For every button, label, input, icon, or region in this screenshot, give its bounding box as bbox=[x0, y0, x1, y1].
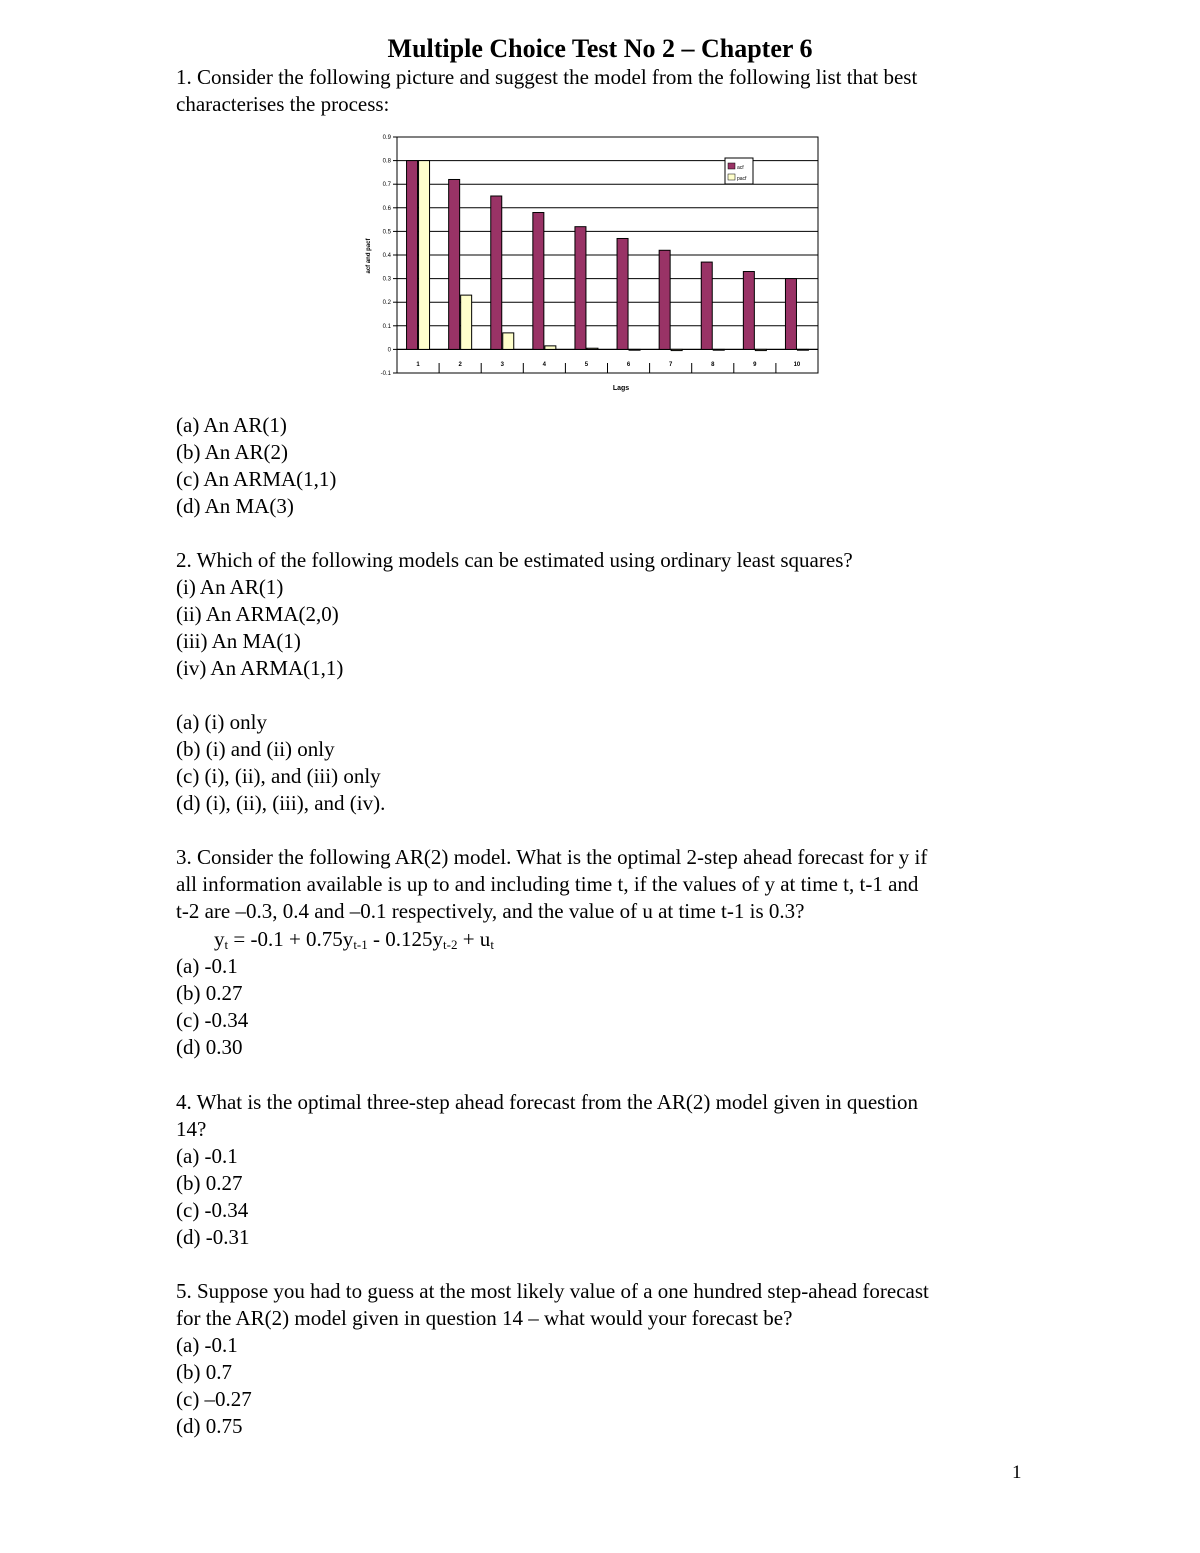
legend-label-pacf: pacf bbox=[737, 176, 747, 182]
x-axis-label: Lags bbox=[612, 385, 630, 392]
y-tick-label: 0.1 bbox=[382, 323, 391, 330]
y-tick-label: 0.4 bbox=[382, 253, 391, 259]
q4-option-d: (d) -0.31 bbox=[176, 1225, 250, 1249]
q4-option-a: (a) -0.1 bbox=[176, 1144, 238, 1168]
bar-acf-lag-10 bbox=[785, 279, 796, 350]
q3-formula: $y_t = -0.1 + 0.75y_{t-1} - 0.125y_{t-2} + u_t$ bbox=[214, 927, 494, 952]
y-tick-label: 0.7 bbox=[382, 182, 391, 189]
y-tick-label: 0 bbox=[387, 347, 391, 354]
bar-pacf-lag-8 bbox=[713, 349, 724, 350]
q1-option-c: (c) An ARMA(1,1) bbox=[176, 467, 337, 491]
q5-option-b: (b) 0.7 bbox=[176, 1360, 232, 1384]
bar-acf-lag-9 bbox=[743, 272, 754, 350]
bar-acf-lag-6 bbox=[617, 238, 628, 349]
q1-option-b: (b) An AR(2) bbox=[176, 440, 288, 464]
page-number: 1 bbox=[1012, 1462, 1022, 1483]
q5-stem-line2: for the AR(2) model given in question 14 – what would your forecast be? bbox=[176, 1306, 793, 1330]
x-tick-label: 1 bbox=[416, 362, 420, 368]
bar-pacf-lag-2 bbox=[461, 295, 472, 349]
x-tick-label: 10 bbox=[793, 362, 801, 368]
bar-pacf-lag-9 bbox=[755, 349, 766, 350]
bar-pacf-lag-5 bbox=[587, 348, 598, 349]
q5-option-a: (a) -0.1 bbox=[176, 1333, 238, 1357]
q4-option-c: (c) -0.34 bbox=[176, 1198, 249, 1222]
legend-label-acf: acf bbox=[737, 165, 744, 171]
q2-item-ii: (ii) An ARMA(2,0) bbox=[176, 602, 339, 626]
bar-acf-lag-4 bbox=[533, 213, 544, 350]
y-tick-label: 0.2 bbox=[382, 300, 391, 307]
q2-item-iv: (iv) An ARMA(1,1) bbox=[176, 656, 344, 680]
bar-pacf-lag-3 bbox=[503, 333, 514, 350]
x-tick-label: 6 bbox=[626, 362, 631, 368]
q3-option-c: (c) -0.34 bbox=[176, 1008, 249, 1032]
q3-option-b: (b) 0.27 bbox=[176, 981, 243, 1005]
x-tick-label: 5 bbox=[584, 362, 589, 368]
q2-option-a: (a) (i) only bbox=[176, 710, 267, 734]
q5-option-c: (c) –0.27 bbox=[176, 1387, 252, 1411]
legend-swatch-pacf bbox=[728, 174, 735, 180]
q4-option-b: (b) 0.27 bbox=[176, 1171, 243, 1195]
x-tick-label: 7 bbox=[668, 362, 673, 368]
bar-acf-lag-3 bbox=[491, 196, 502, 349]
q1-option-a: (a) An AR(1) bbox=[176, 413, 287, 437]
y-tick-label: 0.3 bbox=[382, 276, 391, 283]
q2-option-c: (c) (i), (ii), and (iii) only bbox=[176, 764, 381, 788]
q3-option-a: (a) -0.1 bbox=[176, 954, 238, 978]
y-axis-label: acf and pacf bbox=[366, 238, 372, 274]
y-tick-label: 0.9 bbox=[382, 135, 391, 141]
x-tick-label: 3 bbox=[500, 362, 504, 368]
q2-item-iii: (iii) An MA(1) bbox=[176, 629, 301, 653]
q2-option-b: (b) (i) and (ii) only bbox=[176, 737, 335, 761]
q2-option-d: (d) (i), (ii), (iii), and (iv). bbox=[176, 791, 386, 815]
q1-option-d: (d) An MA(3) bbox=[176, 494, 294, 518]
bar-pacf-lag-6 bbox=[629, 349, 640, 350]
x-tick-label: 4 bbox=[542, 362, 547, 368]
q4-stem-line2: 14? bbox=[176, 1117, 207, 1141]
x-tick-label: 8 bbox=[711, 362, 715, 368]
bar-pacf-lag-10 bbox=[797, 349, 808, 350]
q4-stem-line1: 4. What is the optimal three-step ahead forecast from the AR(2) model given in question bbox=[176, 1090, 918, 1114]
q2-stem: 2. Which of the following models can be estimated using ordinary least squares? bbox=[176, 548, 853, 572]
q3-stem-line3: t-2 are –0.3, 0.4 and –0.1 respectively, and the value of u at time t-1 is 0.3? bbox=[176, 899, 805, 923]
q3-option-d: (d) 0.30 bbox=[176, 1035, 243, 1059]
y-tick-label: 0.6 bbox=[382, 205, 391, 212]
x-tick-label: 9 bbox=[753, 362, 757, 368]
y-tick-label: 0.8 bbox=[382, 158, 391, 165]
q3-stem-line2: all information available is up to and including time t, if the values of y at time t, t-1 and bbox=[176, 872, 919, 896]
q3-stem-line1: 3. Consider the following AR(2) model. What is the optimal 2-step ahead forecast for y if bbox=[176, 845, 928, 869]
bar-acf-lag-2 bbox=[449, 179, 460, 349]
y-tick-label: -0.1 bbox=[380, 371, 391, 377]
page-title: Multiple Choice Test No 2 – Chapter 6 bbox=[387, 34, 813, 63]
q1-stem-line2: characterises the process: bbox=[176, 92, 390, 116]
bar-acf-lag-5 bbox=[575, 227, 586, 350]
bar-acf-lag-1 bbox=[407, 161, 418, 350]
q5-option-d: (d) 0.75 bbox=[176, 1414, 243, 1438]
q1-stem-line1: 1. Consider the following picture and suggest the model from the following list that best bbox=[176, 65, 918, 89]
bar-pacf-lag-7 bbox=[671, 349, 682, 350]
bar-acf-lag-7 bbox=[659, 250, 670, 349]
y-tick-label: 0.5 bbox=[382, 229, 391, 236]
bar-acf-lag-8 bbox=[701, 262, 712, 349]
q2-item-i: (i) An AR(1) bbox=[176, 575, 284, 599]
bar-pacf-lag-1 bbox=[419, 161, 430, 350]
legend-swatch-acf bbox=[728, 163, 735, 169]
bar-pacf-lag-4 bbox=[545, 346, 556, 350]
x-tick-label: 2 bbox=[458, 362, 462, 368]
acf-pacf-chart bbox=[355, 128, 835, 400]
q5-stem-line1: 5. Suppose you had to guess at the most likely value of a one hundred step-ahead forecast bbox=[176, 1279, 929, 1303]
